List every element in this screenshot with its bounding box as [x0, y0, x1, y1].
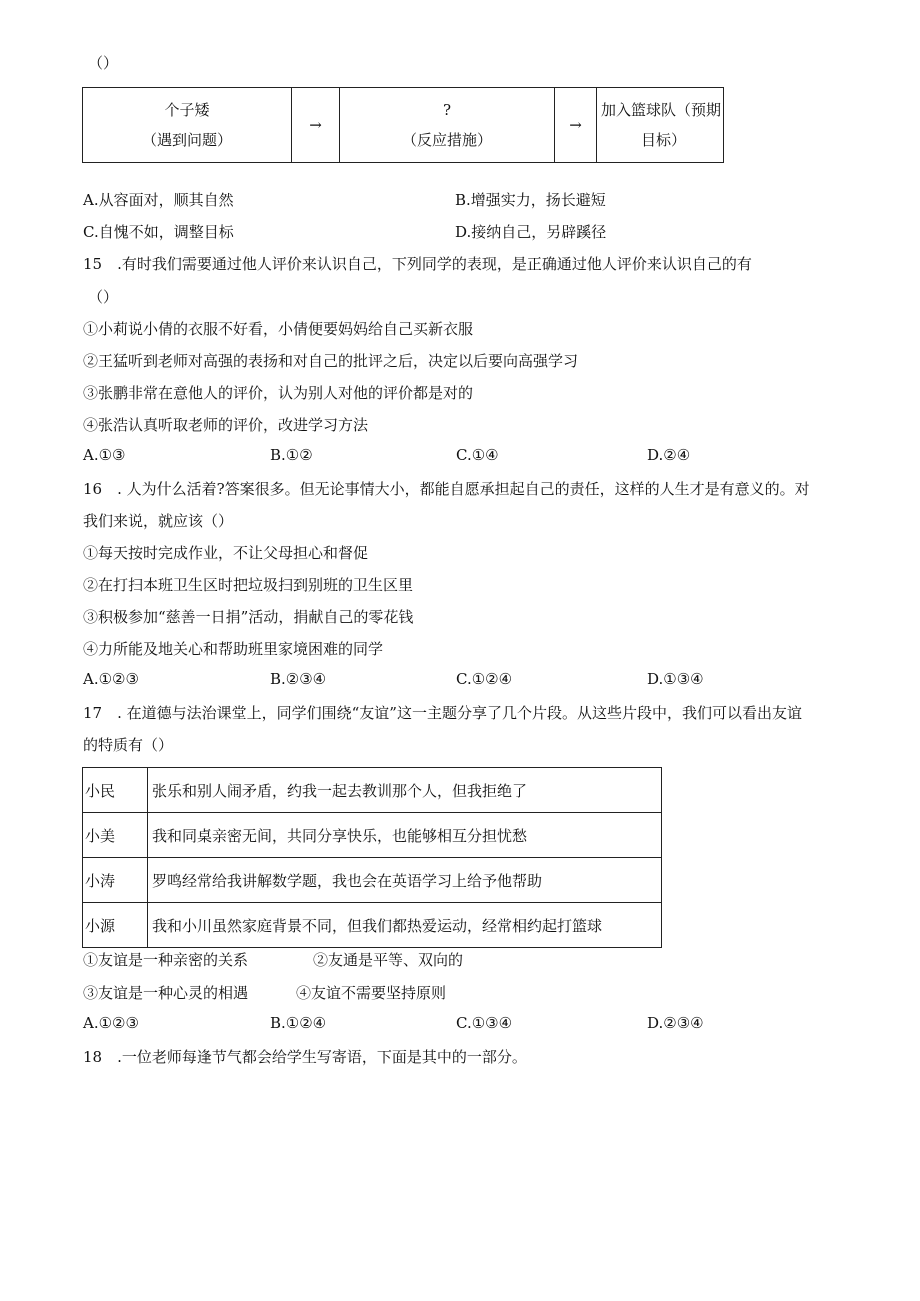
q14-option-b: B.增强实力，扬长避短: [455, 191, 606, 209]
flow-cell-bottom: 目标）: [641, 131, 687, 149]
flow-arrow: [554, 88, 596, 162]
flow-cell-top: 个子矮: [164, 101, 210, 119]
q17-statement-3: ③友谊是一种心灵的相遇: [83, 984, 249, 1002]
q17-option-b: B.①②④: [270, 1014, 327, 1032]
flow-cell-goal: [596, 88, 723, 162]
table-cell-text: 我和同桌亲密无间，共同分享快乐，也能够相互分担忧愁: [148, 813, 662, 858]
arrow-right-icon: →: [569, 116, 582, 134]
q17-statement-4: ④友谊不需要坚持原则: [296, 984, 447, 1002]
q15-item-4: ④张浩认真听取老师的评价，改进学习方法: [83, 416, 369, 434]
q16-stem-line2: 我们来说，就应该（）: [83, 512, 234, 530]
q15-option-d: D.②④: [647, 446, 691, 464]
q17-stem-line1: 17 . 在道德与法治课堂上，同学们围绕“友谊”这一主题分享了几个片段。从这些片段中，我们可以看出友谊: [83, 704, 802, 722]
q16-item-1: ①每天按时完成作业，不让父母担心和督促: [83, 544, 369, 562]
flow-cell-measure: [339, 88, 554, 162]
q16-stem-line1: 16 . 人为什么活着?答案很多。但无论事情大小，都能自愿承担起自己的责任，这样的人生才是有意义的。对: [83, 480, 810, 498]
q14-option-a: A.从容面对，顺其自然: [83, 191, 234, 209]
q17-option-d: D.②③④: [647, 1014, 704, 1032]
table-row: [83, 768, 662, 813]
q15-item-2: ②王猛听到老师对高强的表扬和对自己的批评之后，决定以后要向高强学习: [83, 352, 579, 370]
q17-stem-line2: 的特质有（）: [83, 736, 174, 754]
flow-diagram-table: [82, 87, 724, 163]
q15-option-c: C.①④: [456, 446, 499, 464]
q15-item-1: ①小莉说小倩的衣服不好看，小倩便要妈妈给自己买新衣服: [83, 320, 474, 338]
flow-cell-top: 加入篮球队（预期: [601, 101, 722, 119]
table-cell-text: 张乐和别人闹矛盾，约我一起去教训那个人，但我拒绝了: [148, 768, 662, 813]
q17-statement-1: ①友谊是一种亲密的关系: [83, 951, 249, 969]
q17-option-c: C.①③④: [456, 1014, 513, 1032]
q17-statement-2: ②友通是平等、双向的: [313, 951, 464, 969]
q17-option-a: A.①②③: [83, 1014, 139, 1032]
q16-item-3: ③积极参加“慈善一日捐”活动，捐献自己的零花钱: [83, 608, 414, 626]
q15-stem: 15 .有时我们需要通过他人评价来认识自己，下列同学的表现，是正确通过他人评价来认识自己的有: [83, 255, 752, 273]
q18-stem: 18 .一位老师每逢节气都会给学生写寄语，下面是其中的一部分。: [83, 1048, 527, 1066]
table-cell-name: 小涛: [83, 858, 148, 903]
table-row: [83, 903, 662, 948]
friendship-table: [82, 767, 662, 948]
q15-option-b: B.①②: [270, 446, 313, 464]
q16-item-2: ②在打扫本班卫生区时把垃圾扫到别班的卫生区里: [83, 576, 414, 594]
q16-option-d: D.①③④: [647, 670, 704, 688]
table-row: [83, 813, 662, 858]
q14-option-d: D.接纳自己，另辟蹊径: [455, 223, 607, 241]
table-cell-text: 我和小川虽然家庭背景不同，但我们都热爱运动，经常相约起打篮球: [148, 903, 662, 948]
q15-paren: （）: [88, 288, 119, 306]
q16-option-c: C.①②④: [456, 670, 513, 688]
flow-cell-problem: [83, 88, 291, 162]
q14-paren: （）: [88, 54, 119, 72]
table-cell-text: 罗鸣经常给我讲解数学题，我也会在英语学习上给予他帮助: [148, 858, 662, 903]
arrow-right-icon: →: [309, 116, 322, 134]
q14-option-c: C.自愧不如，调整目标: [83, 223, 234, 241]
q16-item-4: ④力所能及地关心和帮助班里家境困难的同学: [83, 640, 384, 658]
table-cell-name: 小美: [83, 813, 148, 858]
q16-option-a: A.①②③: [83, 670, 139, 688]
table-cell-name: 小源: [83, 903, 148, 948]
q15-option-a: A.①③: [83, 446, 126, 464]
flow-arrow: [291, 88, 339, 162]
table-row: [83, 858, 662, 903]
q16-option-b: B.②③④: [270, 670, 327, 688]
flow-cell-top: ?: [442, 101, 452, 119]
flow-cell-bottom: （遇到问题）: [141, 131, 232, 149]
flow-cell-bottom: （反应措施）: [401, 131, 492, 149]
q15-item-3: ③张鹏非常在意他人的评价，认为别人对他的评价都是对的: [83, 384, 474, 402]
table-cell-name: 小民: [83, 768, 148, 813]
